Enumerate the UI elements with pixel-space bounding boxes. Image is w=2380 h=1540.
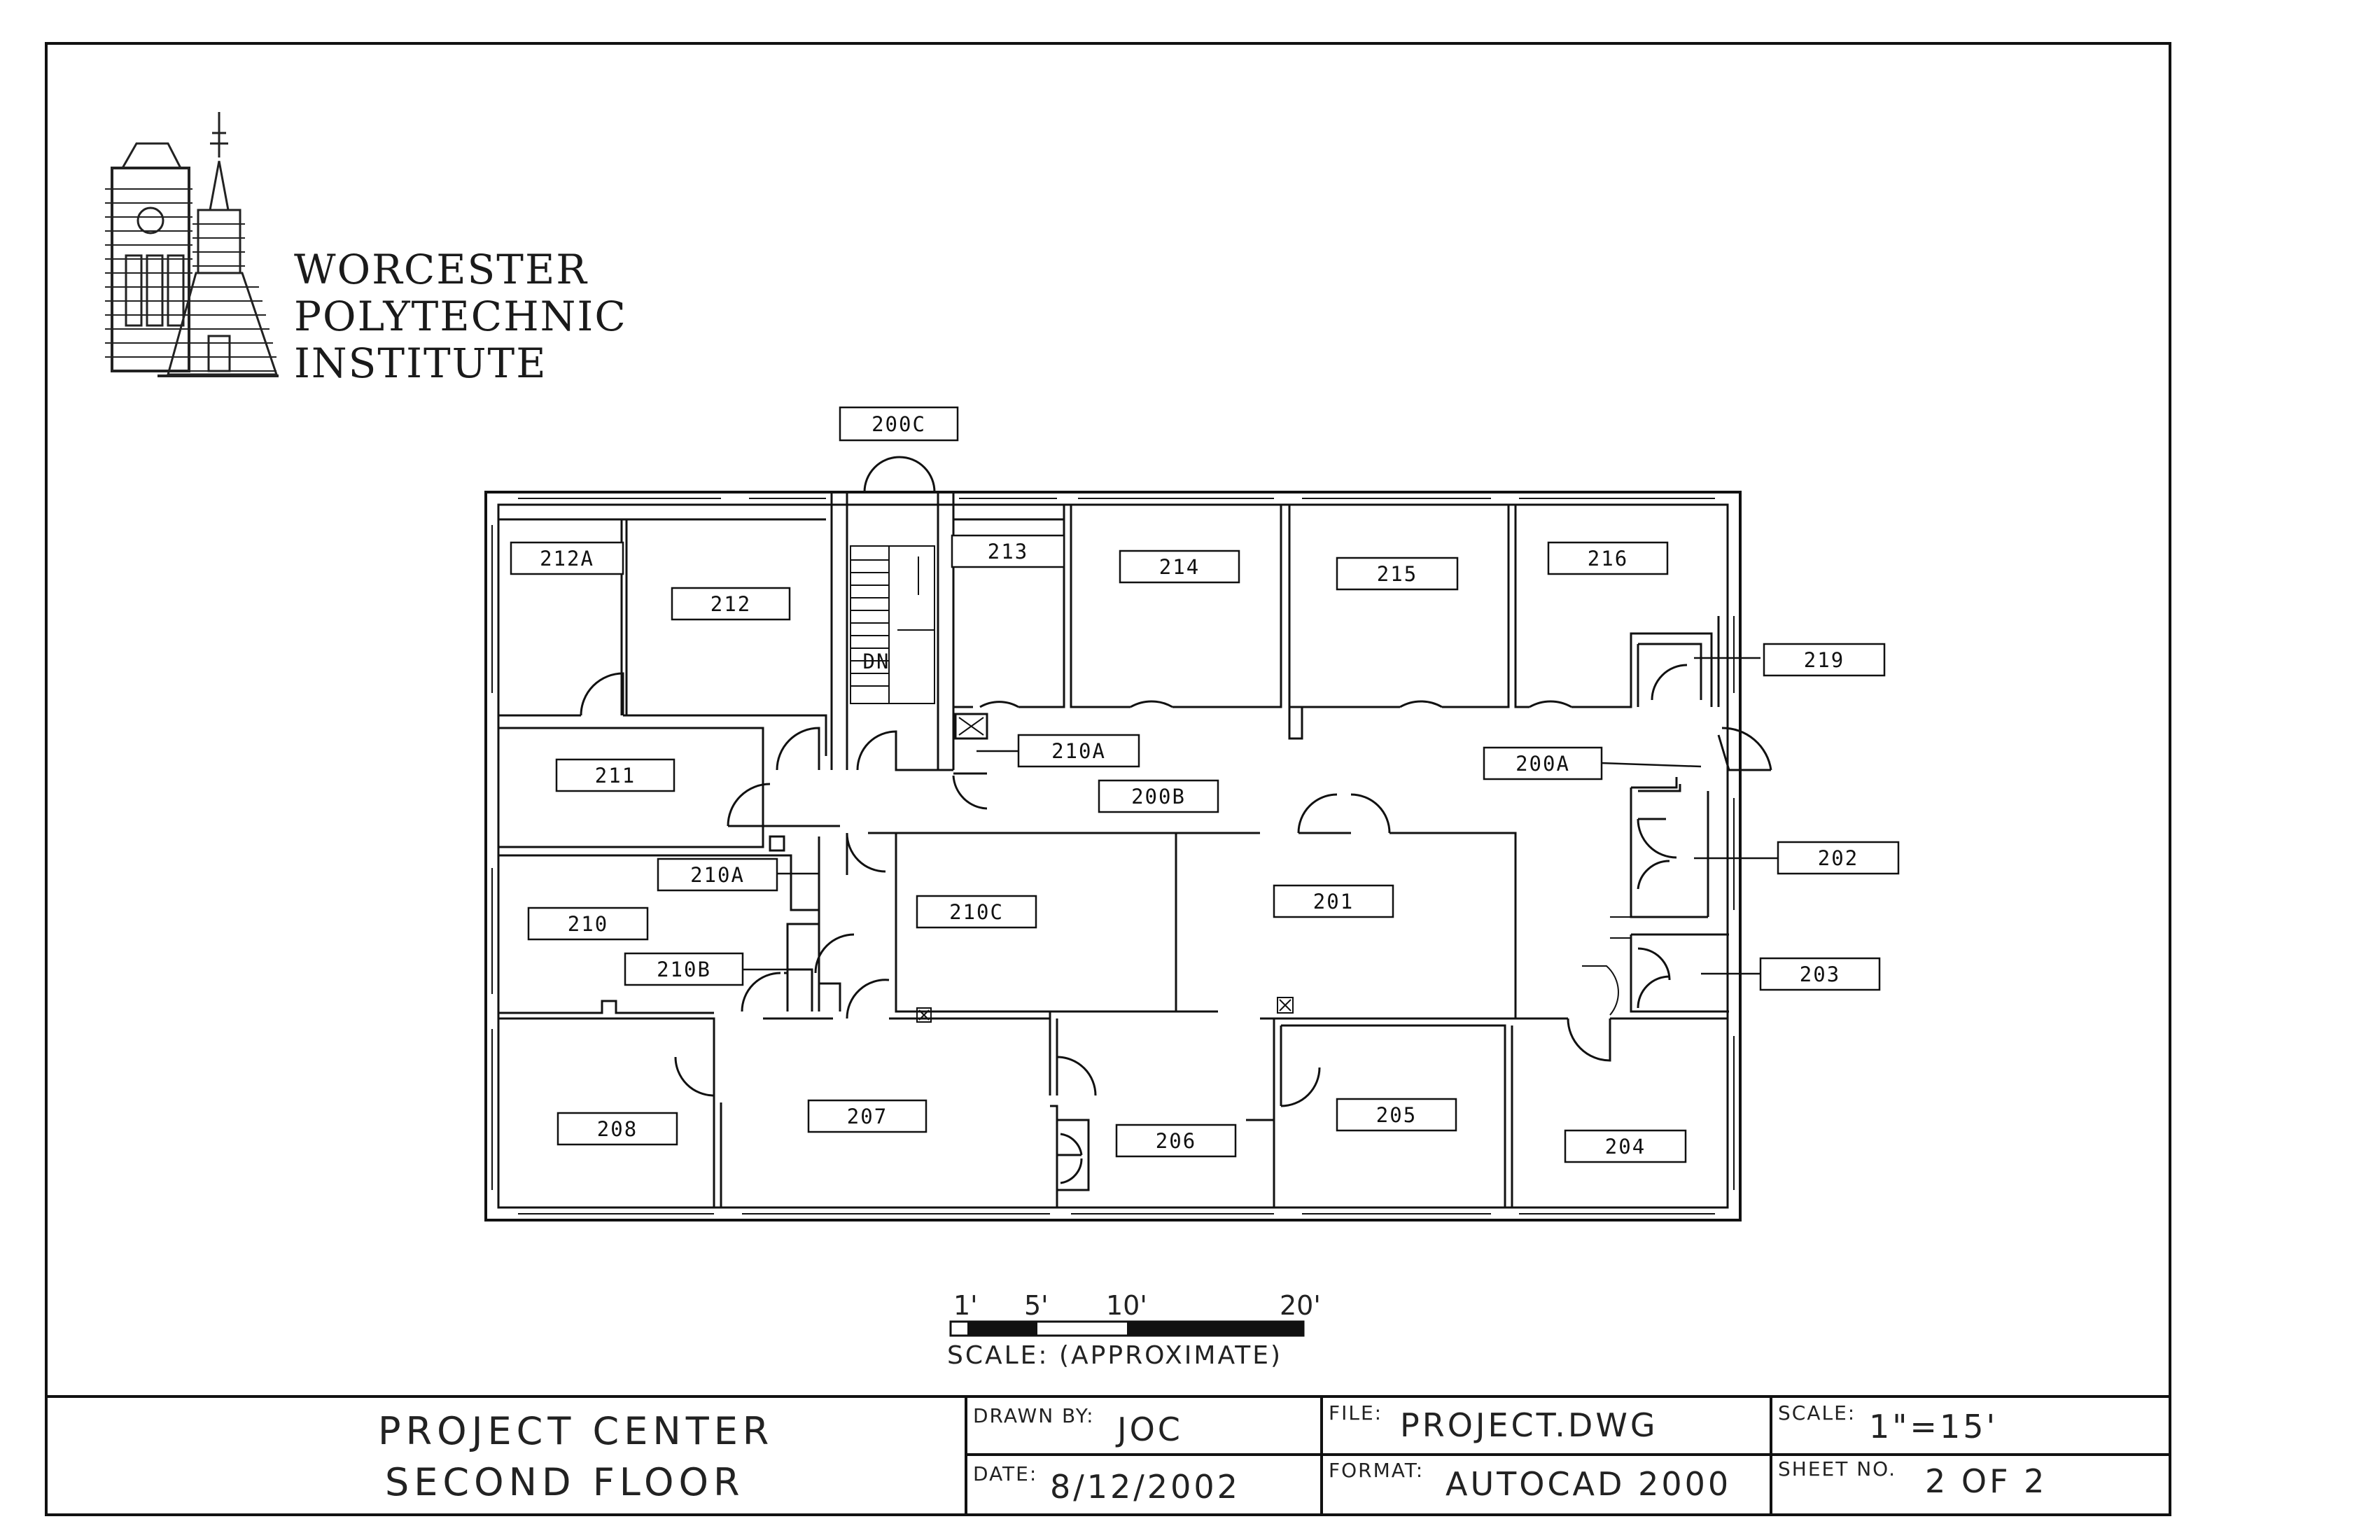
stair-down-marker: DN [862, 650, 890, 673]
room-212: 212 [710, 592, 752, 616]
scale-tick-10: 10' [1106, 1290, 1147, 1321]
sheet-value: 2 OF 2 [1925, 1462, 2047, 1500]
room-215 [1289, 504, 1508, 738]
date-value: 8/12/2002 [1050, 1468, 1240, 1506]
file-label: FILE: [1329, 1401, 1383, 1424]
door-205 [1281, 1068, 1320, 1106]
room-213: 213 [987, 540, 1029, 564]
scale-tick-5: 5' [1024, 1290, 1049, 1321]
door-corridor [847, 833, 886, 875]
door-208 [676, 1057, 714, 1096]
room-201: 201 [1312, 890, 1354, 913]
room-202: 202 [1817, 846, 1859, 870]
scale-tick-20: 20' [1280, 1290, 1321, 1321]
room-203: 203 [1799, 962, 1841, 986]
room-216: 216 [1587, 547, 1629, 570]
door-207 [1057, 1057, 1096, 1096]
room-200B: 200B [1131, 785, 1186, 808]
scale-label: SCALE: [1778, 1401, 1856, 1424]
room-labels [511, 407, 1898, 1162]
format-label: FORMAT: [1329, 1459, 1424, 1482]
file-value: PROJECT.DWG [1400, 1406, 1658, 1444]
format-value: AUTOCAD 2000 [1446, 1465, 1732, 1503]
sheet-label: SHEET NO. [1778, 1457, 1896, 1480]
door-206 [1060, 1134, 1082, 1183]
room-211: 211 [594, 764, 636, 788]
room-214 [1064, 504, 1281, 707]
scale-caption: SCALE: (APPROXIMATE) [947, 1341, 1283, 1370]
room-204: 204 [1604, 1135, 1646, 1158]
room-206: 206 [1155, 1129, 1197, 1153]
room-208: 208 [596, 1117, 638, 1141]
door-201 [1298, 794, 1390, 833]
scale-value: 1"=15' [1869, 1408, 1998, 1446]
door-215 [1400, 701, 1442, 707]
drawn-by-value: JOC [1117, 1410, 1183, 1448]
room-210B [784, 910, 819, 1011]
room-205: 205 [1376, 1103, 1418, 1127]
door-202 [1638, 819, 1676, 889]
room-212A: 212A [540, 547, 594, 570]
room-219: 219 [1803, 648, 1845, 672]
door-203 [1638, 948, 1670, 1008]
institution-line2: POLYTECHNIC [294, 293, 627, 340]
room-214: 214 [1158, 555, 1200, 579]
room-210C: 210C [949, 900, 1004, 924]
room-207 [1050, 1018, 1057, 1208]
room-200A: 200A [1516, 752, 1570, 776]
scale-tick-1: 1' [953, 1290, 978, 1321]
leader-lines [742, 658, 1778, 974]
drawing-title-line2: SECOND FLOOR [385, 1460, 745, 1504]
corridor-wall [763, 826, 1516, 1018]
door-200C [864, 457, 934, 492]
room-210A: 210A [690, 863, 745, 887]
door-210B [742, 934, 854, 1011]
room-219 [1638, 644, 1701, 707]
room-216 [1516, 504, 1718, 707]
room-208 [714, 1057, 721, 1208]
room-200C: 200C [872, 412, 926, 436]
drawing-title-line1: PROJECT CENTER [378, 1409, 774, 1453]
door-200A [1718, 728, 1771, 770]
stair-treads [850, 546, 934, 704]
door-216 [1530, 701, 1572, 707]
door-204 [1568, 1018, 1610, 1060]
door-stair [777, 728, 953, 770]
wpi-logo [105, 112, 279, 376]
room-202 [1631, 777, 1708, 917]
room-210A-upper: 210A [1051, 739, 1106, 763]
door-219 [1652, 665, 1687, 700]
institution-line1: WORCESTER [294, 246, 588, 293]
door-214 [1130, 701, 1172, 707]
scale-bar [947, 1290, 1321, 1370]
room-207: 207 [846, 1105, 888, 1128]
drawn-by-label: DRAWN BY: [973, 1404, 1095, 1427]
institution-line3: INSTITUTE [294, 340, 547, 387]
room-210: 210 [567, 912, 609, 936]
door-212 [581, 673, 623, 715]
date-label: DATE: [973, 1462, 1038, 1485]
room-210B: 210B [657, 958, 711, 981]
room-215: 215 [1376, 562, 1418, 586]
